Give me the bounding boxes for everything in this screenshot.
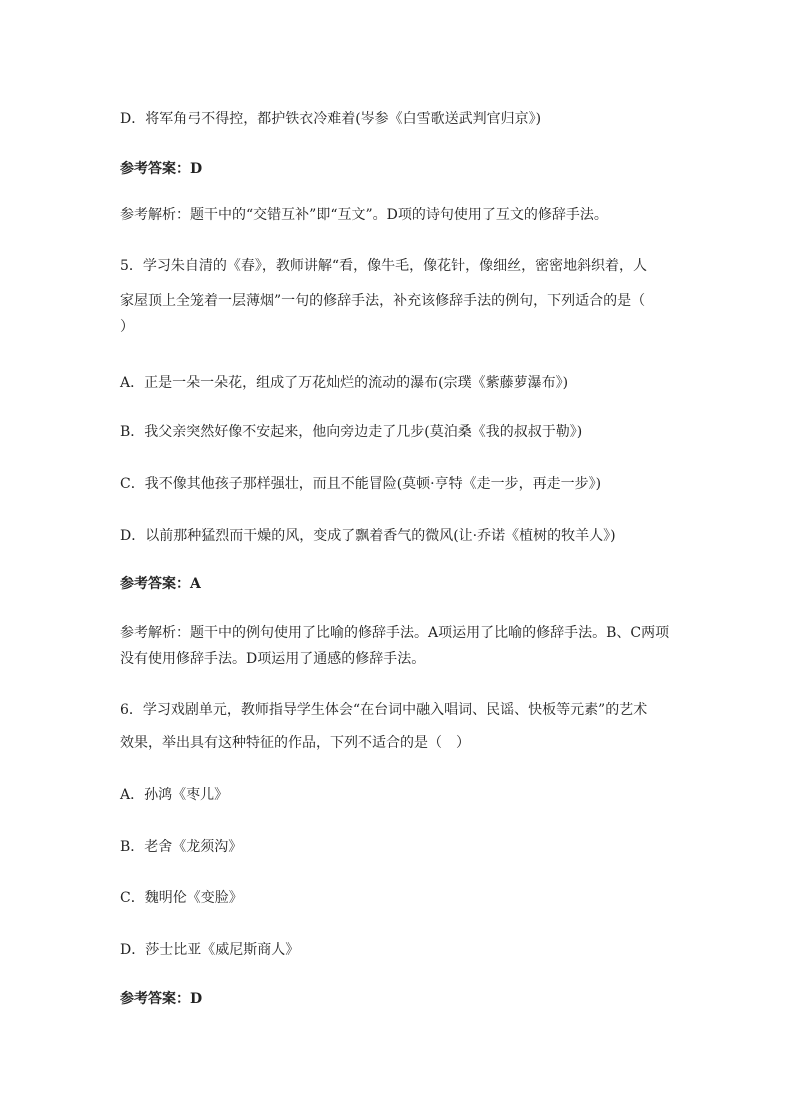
q5-option-a: A．正是一朵一朵花，组成了万花灿烂的流动的瀑布(宗璞《紫藤萝瀑布》) — [120, 375, 569, 391]
q4-answer: 参考答案：D — [120, 161, 203, 177]
q6-option-d: D．莎士比亚《威尼斯商人》 — [120, 942, 300, 958]
q6-option-b: B．老舍《龙须沟》 — [120, 839, 243, 855]
q6-stem-line1: 6．学习戏剧单元，教师指导学生体会“在台词中融入唱词、民谣、快板等元素”的艺术 — [120, 702, 648, 718]
q5-answer: 参考答案：A — [120, 576, 201, 592]
q4-option-d: D．将军角弓不得控，都护铁衣冷难着(岑参《白雪歌送武判官归京》) — [120, 111, 542, 127]
q6-answer: 参考答案：D — [120, 991, 203, 1007]
q5-analysis-line2: 没有使用修辞手法。D项运用了通感的修辞手法。 — [120, 651, 426, 667]
q5-stem-line1: 5．学习朱自清的《春》，教师讲解“看，像牛毛，像花针，像细丝，密密地斜织着，人 — [120, 258, 648, 274]
q5-analysis-line1: 参考解析：题干中的例句使用了比喻的修辞手法。A项运用了比喻的修辞手法。B、C两项 — [120, 625, 670, 641]
q5-option-b: B．我父亲突然好像不安起来，他向旁边走了几步(莫泊桑《我的叔叔于勒》) — [120, 424, 583, 440]
q5-option-d: D．以前那种猛烈而干燥的风，变成了飘着香气的微风(让·乔诺《植树的牧羊人》) — [120, 528, 616, 544]
q4-analysis: 参考解析：题干中的“交错互补”即“互文”。D项的诗句使用了互文的修辞手法。 — [120, 207, 608, 223]
q6-stem-line2: 效果，举出具有这种特征的作品，下列不适合的是（ ） — [120, 735, 470, 751]
q6-option-c: C．魏明伦《变脸》 — [120, 890, 243, 906]
q5-stem-line2: 家屋顶上全笼着一层薄烟”一句的修辞手法，补充该修辞手法的例句，下列适合的是（ — [120, 293, 646, 309]
q5-option-c: C．我不像其他孩子那样强壮，而且不能冒险(莫顿·亨特《走一步，再走一步》) — [120, 476, 602, 492]
q5-stem-line3: ） — [120, 319, 134, 335]
q6-option-a: A．孙鸿《枣儿》 — [120, 787, 229, 803]
